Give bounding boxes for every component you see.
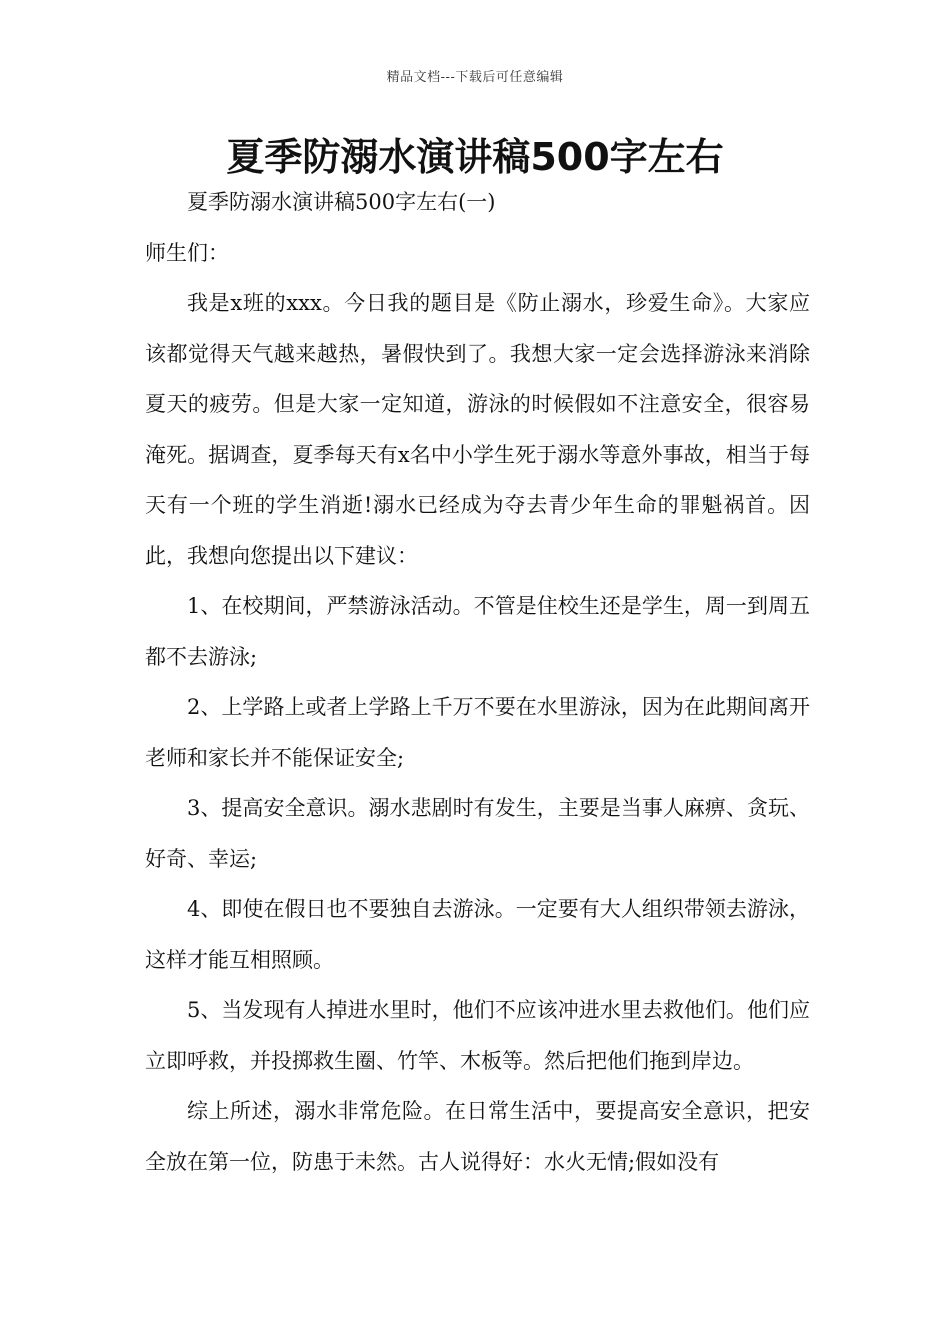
header-note: 精品文档---下载后可任意编辑 bbox=[386, 70, 564, 85]
document-subtitle: 夏季防溺水演讲稿500字左右(一) bbox=[187, 190, 496, 214]
paragraph-suggestion-4: 4、即使在假日也不要独自去游泳。一定要有大人组织带领去游泳，这样才能互相照顾。 bbox=[145, 897, 810, 972]
paragraph-intro: 我是x班的xxx。今日我的题目是《防止溺水，珍爱生命》。大家应该都觉得天气越来越热，暑假快到了。我想大家一定会选择游泳来消除夏天的疲劳。但是大家一定知道，游泳的时候假如不注意安全，很容易淹死。据调查，夏季每天有x名中小学生死于溺水等意外事故，相当于每天有一个班的学生消逝!溺水已经成为夺去青少年生命的罪魁祸首。因此，我想向您提出以下建议： bbox=[145, 291, 810, 568]
document-body bbox=[145, 177, 810, 1187]
paragraph-suggestion-3: 3、提高安全意识。溺水悲剧时有发生，主要是当事人麻痹、贪玩、好奇、幸运; bbox=[145, 796, 810, 871]
greeting: 师生们： bbox=[145, 240, 229, 265]
paragraph-suggestion-2: 2、上学路上或者上学路上千万不要在水里游泳，因为在此期间离开老师和家长并不能保证安全; bbox=[145, 695, 810, 770]
paragraph-suggestion-5: 5、当发现有人掉进水里时，他们不应该冲进水里去救他们。他们应立即呼救，并投掷救生圈、竹竿、木板等。然后把他们拖到岸边。 bbox=[145, 998, 810, 1073]
document-title: 夏季防溺水演讲稿500字左右 bbox=[226, 135, 724, 179]
paragraph-suggestion-1: 1、在校期间，严禁游泳活动。不管是住校生还是学生，周一到周五都不去游泳; bbox=[145, 594, 810, 669]
paragraph-conclusion: 综上所述，溺水非常危险。在日常生活中，要提高安全意识，把安全放在第一位，防患于未然。古人说得好：水火无情;假如没有 bbox=[145, 1099, 810, 1174]
